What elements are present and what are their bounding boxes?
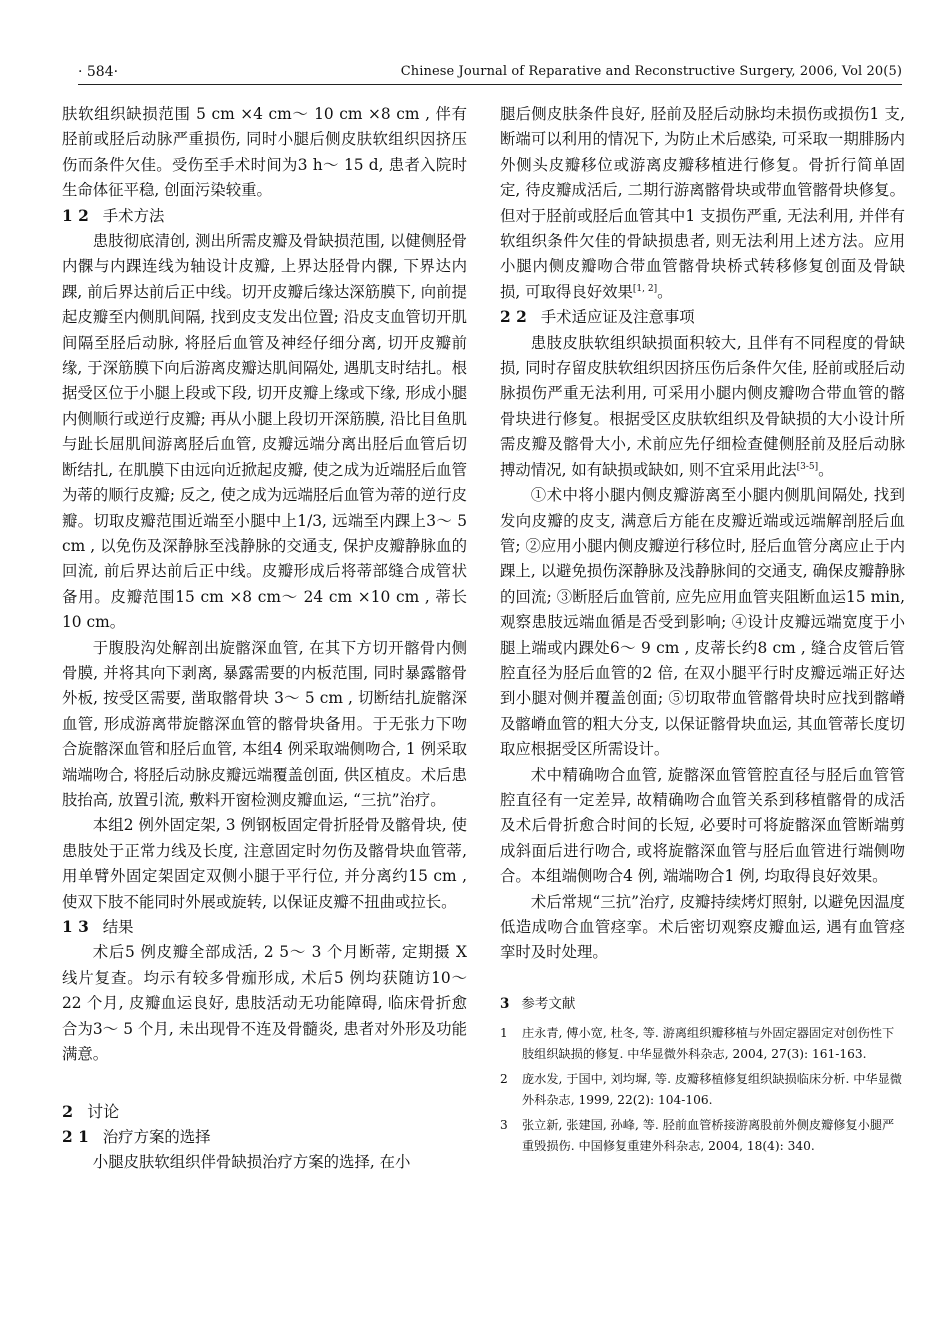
section-heading-1-3 [62, 915, 467, 940]
paragraph-method-2: 于腹股沟处解剖出旋髂深血管, 在其下方切开髂骨内侧骨膜, 并将其向下剥离, 暴露需要的内板范围, 同时暴露髂骨外板, 按受区需要, 凿取髂骨块 3～ 5 cm , 切断结扎旋髂深血管, 形成游离带旋髂深血管的髂骨块备用。于无张力下吻合旋髂深血管和胫后血管, 本组4 例采取端侧吻合, 1 例采取端端吻合, 将胫后动脉皮瓣远端覆盖创面, 供区植皮。术后患肢抬高, 放置引流, 敷料开窗检测皮瓣血运, “三抗”治疗。 [62, 638, 467, 809]
citation: [1, 2] [632, 283, 658, 294]
references-heading: 3 参考文献 [500, 995, 576, 1012]
paragraph-result: 术后5 例皮瓣全部成活, 2 5～ 3 个月断蒂, 定期摄 X 线片复查。均示有较多骨痂形成, 术后5 例均获随访10～ 22 个月, 皮瓣血运良好, 患肢活动无功能障碍, 临床骨折愈合为3～ 5 个月, 未出现骨不连及骨髓炎, 患者对外形及功能满意。 [62, 943, 467, 1064]
paragraph-method-1: 患肢彻底清创, 测出所需皮瓣及骨缺损范围, 以健侧胫骨内髁与内踝连线为轴设计皮瓣, 上界达胫骨内髁, 下界达内踝, 前后界达前后正中线。切开皮瓣后缘达深筋膜下, 向前提起皮瓣至内侧肌间隔, 找到皮支发出位置; 沿皮支血管切开肌间隔至胫后动脉, 将胫后血管及神经仔细分离, 切开皮瓣前缘, 于深筋膜下向后游离皮瓣达肌间隔处, 遇肌支时结扎。根据受区位于小腿上段或下段, 切开皮瓣上缘或下缘, 形成小腿内侧顺行或逆行皮瓣; 再从小腿上段切开深筋膜, 沿比目鱼肌与趾长屈肌间游离胫后血管, 皮瓣远端分离出胫后血管后切断结扎, 在肌膜下由远向近掀起皮瓣, 使之成为近端胫后血管为蒂的顺行皮瓣; 反之, 使之成为远端胫后血管为蒂的逆行皮瓣。切取皮瓣范围近端至小腿中上1/3, 远端至内踝上3～ 5 cm , 以免伤及深静脉至浅静脉的交通支, 保护皮瓣静脉血的回流, 前后界达前后正中线。皮瓣形成后将蒂部缝合成管状备用。皮瓣范围15 cm ×8 cm～ 24 cm ×10 cm , 蒂长10 cm。 [62, 232, 467, 632]
section-heading-2-2 [500, 305, 905, 330]
section-heading-2-1 [62, 1125, 467, 1150]
section-number: 2 1 [62, 1127, 89, 1146]
reference-item: 3 张立新, 张建国, 孙峰, 等. 胫前血管桥接游离股前外侧皮瓣修复小腿严重毁损伤. 中国修复重建外科杂志, 2004, 18(4): 340. [500, 1118, 895, 1154]
paragraph-postop: 术后常规“三抗”治疗, 皮瓣持续烤灯照射, 以避免因温度低造成吻合血管痉挛。术后密切观察皮瓣血运, 遇有血管痉挛时及时处理。 [500, 892, 905, 962]
section-title: 手术方法 [102, 206, 165, 225]
section-heading-1-2 [62, 204, 467, 229]
right-column [500, 102, 905, 1161]
reference-item: 1 庄永青, 傅小宽, 杜冬, 等. 游离组织瓣移植与外固定器固定对创伤性下肢组织缺损的修复. 中华显微外科杂志, 2004, 27(3): 161-163. [500, 1026, 895, 1062]
paragraph-discussion-start: 小腿皮肤软组织伴骨缺损治疗方案的选择, 在小 [92, 1153, 411, 1172]
journal-title: Chinese Journal of Reparative and Reconstructive Surgery, 2006, Vol 20(5) [400, 64, 902, 79]
section-heading-2 [62, 1099, 467, 1124]
running-header [78, 62, 902, 85]
paragraph-continued: 肤软组织缺损范围 5 cm ×4 cm～ 10 cm ×8 cm , 伴有胫前或胫后动脉严重损伤, 同时小腿后侧皮肤软组织因挤压伤而条件欠佳。受伤至手术时间为3 h～ 15 d, 患者入院时生命体征平稳, 创面污染较重。 [62, 105, 467, 200]
section-number: 2 [62, 1102, 74, 1122]
section-title: 治疗方案的选择 [102, 1127, 211, 1146]
paragraph-continued-right: 腿后侧皮肤条件良好, 胫前及胫后动脉均未损伤或损伤1 支, 断端可以利用的情况下, 为防止术后感染, 可采取一期腓肠内外侧头皮瓣移位或游离皮瓣移植进行修复。骨折行简单固定, 待皮瓣成活后, 二期行游离髂骨块或带血管髂骨块修复。但对于胫前或胫后血管其中1 支损伤严重, 无法利用, 并伴有软组织条件欠佳的骨缺损患者, 则无法利用上述方法。应用小腿内侧皮瓣吻合带血管髂骨块桥式转移修复创面及骨缺损, 可取得良好效果[1, 2]。 [500, 105, 905, 301]
paragraph-indications: 患肢皮肤软组织缺损面积较大, 且伴有不同程度的骨缺损, 同时存留皮肤软组织因挤压伤后条件欠佳, 胫前或胫后动脉损伤严重无法利用, 可采用小腿内侧皮瓣吻合带血管的髂骨块进行修复。根据受区皮肤软组织及骨缺损的大小设计所需皮瓣及髂骨大小, 术前应先仔细检查健侧胫前及胫后动脉搏动情况, 如有缺损或缺如, 则不宜采用此法[3-5]。 [500, 333, 905, 479]
paragraph-anastomosis: 术中精确吻合血管, 旋髂深血管管腔直径与胫后血管管腔直径有一定差异, 故精确吻合血管关系到移植髂骨的成活及术后骨折愈合时间的长短, 必要时可将旋髂深血管断端剪成斜面后进行吻合, 或将旋髂深血管与胫后血管进行端侧吻合。本组端侧吻合4 例, 端端吻合1 例, 均取得良好效果。 [500, 765, 905, 886]
section-title: 手术适应证及注意事项 [540, 308, 695, 327]
section-title: 讨论 [87, 1102, 120, 1122]
reference-item: 2 庞水发, 于国中, 刘均墀, 等. 皮瓣移植修复组织缺损临床分析. 中华显微外科杂志, 1999, 22(2): 104-106. [500, 1072, 902, 1108]
paragraph-method-3: 本组2 例外固定架, 3 例钢板固定骨折胫骨及髂骨块, 使患肢处于正常力线及长度, 注意固定时勿伤及髂骨块血管蒂, 用单臂外固定架固定双侧小腿于平行位, 并分离约15 cm , 使双下肢不能同时外展或旋转, 以保证皮瓣不扭曲或拉长。 [62, 816, 467, 911]
section-number: 1 2 [62, 206, 89, 225]
section-title: 结果 [102, 918, 134, 936]
citation: [3-5] [796, 461, 819, 472]
left-column [62, 102, 467, 1176]
page-number: · 584· [78, 64, 119, 80]
section-number: 1 3 [62, 918, 89, 936]
paragraph-key-points: ①术中将小腿内侧皮瓣游离至小腿内侧肌间隔处, 找到发向皮瓣的皮支, 满意后方能在皮瓣近端或远端解剖胫后血管; ②应用小腿内侧皮瓣逆行移位时, 胫后血管分离应止于内踝上, 以避免损伤深静脉及浅静脉间的交通支, 确保皮瓣静脉的回流; ③断胫后血管前, 应先应用血管夹阻断血运15 min, 观察患肢远端血循是否受到影响; ④设计皮瓣远端宽度于小腿上端或内踝处6～ 9 cm , 皮蒂长约8 cm , 缝合皮管后管腔直径为胫后血管的2 倍, 在双小腿平行时皮瓣远端正好达到小腿对侧并覆盖创面; ⑤切取带血管髂骨块时应找到髂嵴及髂嵴血管的粗大分支, 以保证髂骨块血运, 其血管蒂长度切取应根据受区所需设计。 [500, 486, 905, 759]
section-number: 2 2 [500, 308, 527, 327]
